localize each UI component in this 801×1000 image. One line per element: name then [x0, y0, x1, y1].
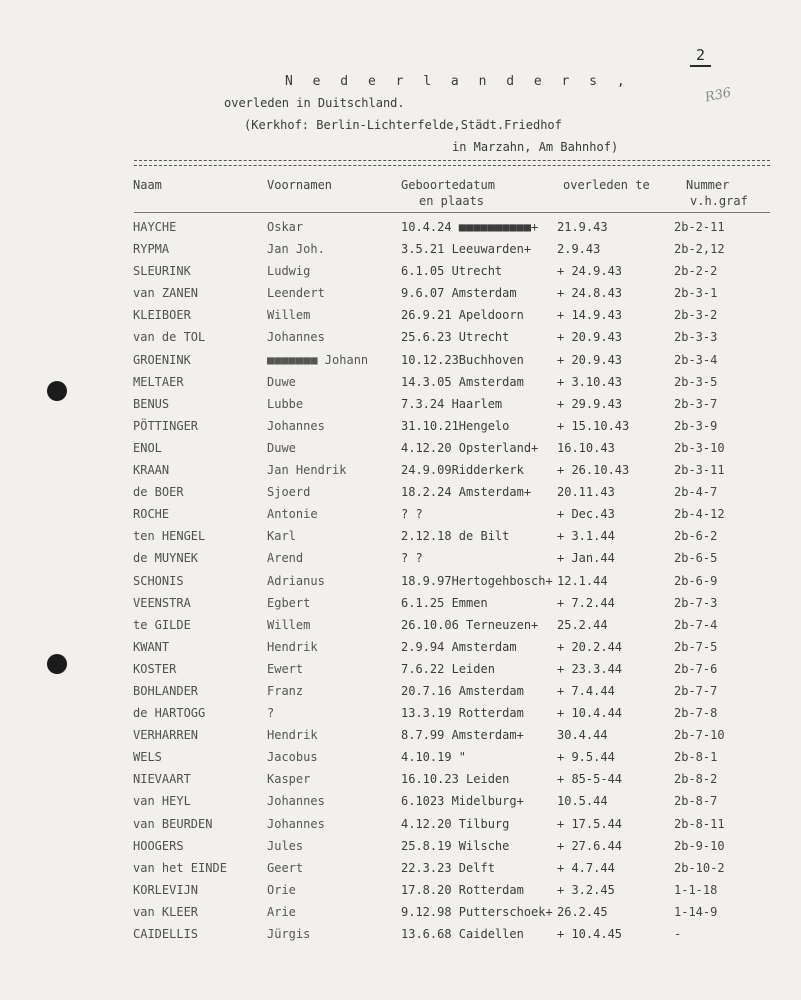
cell-naam: ROCHE — [133, 507, 170, 522]
double-rule-bottom — [134, 165, 770, 166]
cell-voornamen: Franz — [267, 683, 304, 698]
cell-naam: CAIDELLIS — [133, 927, 199, 941]
cell-naam: KOSTER — [133, 661, 177, 676]
cell-geboorte: 25.8.19 Wilsche — [401, 838, 510, 853]
cell-overleden: + 10.4.44 — [557, 706, 623, 721]
cell-overleden: + 15.10.43 — [557, 418, 630, 433]
cell-geboorte: 31.10.21Hengelo — [401, 418, 510, 433]
table-row — [0, 330, 801, 352]
table-row — [0, 618, 801, 640]
cell-overleden: + 3.2.45 — [557, 882, 615, 897]
cell-nummer: 2b-8-2 — [674, 772, 718, 787]
cell-nummer: 1-14-9 — [674, 904, 718, 919]
cell-nummer: 2b-3-4 — [674, 352, 718, 367]
cell-naam: te GILDE — [133, 617, 191, 632]
cell-voornamen: Geert — [267, 860, 304, 875]
cell-overleden: + 9.5.44 — [557, 750, 615, 765]
cell-overleden: + 20.2.44 — [557, 639, 623, 654]
cell-naam: SCHONIS — [133, 573, 184, 588]
cell-naam: MELTAER — [133, 374, 184, 389]
cell-geboorte: 2.12.18 de Bilt — [401, 529, 510, 544]
cell-overleden: + 23.3.44 — [557, 661, 623, 676]
cell-geboorte: 3.5.21 Leeuwarden+ — [401, 242, 532, 257]
cell-geboorte: 6.1.05 Utrecht — [401, 264, 503, 279]
cell-overleden: 21.9.43 — [557, 220, 608, 234]
cell-overleden: + 3.10.43 — [557, 374, 623, 389]
cell-naam: VEENSTRA — [133, 595, 191, 610]
cell-overleden: + 20.9.43 — [557, 330, 623, 345]
cell-geboorte: 2.9.94 Amsterdam — [401, 639, 517, 654]
cell-geboorte: 17.8.20 Rotterdam — [401, 882, 524, 897]
cell-voornamen: Ludwig — [267, 264, 311, 279]
cell-voornamen: Jürgis — [267, 927, 311, 941]
cell-geboorte: 9.6.07 Amsterdam — [401, 286, 517, 301]
cell-nummer: 2b-9-10 — [674, 838, 725, 853]
table-row — [0, 817, 801, 839]
cell-geboorte: 14.3.05 Amsterdam — [401, 374, 524, 389]
cell-naam: de BOER — [133, 485, 184, 500]
cell-naam: NIEVAART — [133, 772, 191, 787]
cell-voornamen: Lubbe — [267, 396, 304, 411]
cell-nummer: 2b-10-2 — [674, 860, 725, 875]
cell-voornamen: Duwe — [267, 440, 296, 455]
cell-geboorte: 18.2.24 Amsterdam+ — [401, 485, 532, 500]
cell-geboorte: 4.12.20 Opsterland+ — [401, 440, 539, 455]
page-number: 2 — [690, 46, 711, 67]
table-row — [0, 507, 801, 529]
table-row — [0, 596, 801, 618]
header-geboortedatum: Geboortedatum — [401, 178, 495, 192]
cell-voornamen: Adrianus — [267, 573, 325, 588]
cell-naam: BENUS — [133, 396, 170, 411]
cemetery-line-1: (Kerkhof: Berlin-Lichterfelde,Städt.Friedhof — [244, 118, 562, 132]
cell-voornamen: Ewert — [267, 661, 304, 676]
cell-overleden: 16.10.43 — [557, 440, 615, 455]
table-row — [0, 839, 801, 861]
cell-overleden: 12.1.44 — [557, 573, 608, 588]
table-row — [0, 794, 801, 816]
cell-voornamen: Johannes — [267, 330, 325, 345]
cell-voornamen: Arie — [267, 904, 296, 919]
table-row — [0, 419, 801, 441]
cell-overleden: + 20.9.43 — [557, 352, 623, 367]
cell-geboorte: 7.6.22 Leiden — [401, 661, 495, 676]
cell-naam: KLEIBOER — [133, 308, 191, 323]
cell-nummer: 2b-6-2 — [674, 529, 718, 544]
cell-nummer: 2b-3-2 — [674, 308, 718, 323]
cell-voornamen: Jules — [267, 838, 304, 853]
cell-overleden: + 24.9.43 — [557, 264, 623, 279]
cell-geboorte: ? ? — [401, 551, 423, 566]
table-row — [0, 883, 801, 905]
cell-nummer: 2b-7-10 — [674, 728, 725, 743]
cell-naam: GROENINK — [133, 352, 191, 367]
document-title: N e d e r l a n d e r s , — [285, 74, 631, 89]
table-row — [0, 861, 801, 883]
cell-naam: van KLEER — [133, 904, 199, 919]
cell-overleden: + Dec.43 — [557, 507, 615, 522]
punch-hole-bottom — [47, 654, 67, 674]
cell-overleden: + 27.6.44 — [557, 838, 623, 853]
cell-voornamen: Orie — [267, 882, 296, 897]
table-row — [0, 706, 801, 728]
cell-nummer: 2b-7-3 — [674, 595, 718, 610]
cell-naam: BOHLANDER — [133, 683, 199, 698]
cell-overleden: 26.2.45 — [557, 904, 608, 919]
cell-nummer: 2b-3-1 — [674, 286, 718, 301]
cell-nummer: 2b-8-1 — [674, 750, 718, 765]
cell-naam: KORLEVIJN — [133, 882, 199, 897]
cell-nummer: 2b-4-12 — [674, 507, 725, 522]
cell-overleden: 10.5.44 — [557, 794, 608, 809]
cell-voornamen: Jan Joh. — [267, 242, 325, 257]
cell-naam: KRAAN — [133, 463, 170, 478]
cell-voornamen: Willem — [267, 308, 311, 323]
cell-voornamen: Antonie — [267, 507, 318, 522]
cell-voornamen: Hendrik — [267, 728, 318, 743]
cell-nummer: 2b-4-7 — [674, 485, 718, 500]
cell-voornamen: Duwe — [267, 374, 296, 389]
cell-geboorte: 9.12.98 Putterschoek+ — [401, 904, 553, 919]
table-row — [0, 441, 801, 463]
cell-naam: RYPMA — [133, 242, 170, 257]
cell-voornamen: ? — [267, 706, 275, 721]
cell-geboorte: 20.7.16 Amsterdam — [401, 683, 524, 698]
cell-geboorte: 18.9.97Hertogehbosch+ — [401, 573, 553, 588]
cell-voornamen: Sjoerd — [267, 485, 311, 500]
cell-nummer: 1-1-18 — [674, 882, 718, 897]
cell-naam: KWANT — [133, 639, 170, 654]
punch-hole-top — [47, 381, 67, 401]
cell-voornamen: Johannes — [267, 794, 325, 809]
cell-overleden: + 17.5.44 — [557, 816, 623, 831]
cell-nummer: 2b-3-9 — [674, 418, 718, 433]
cell-naam: van BEURDEN — [133, 816, 213, 831]
header-naam: Naam — [133, 178, 162, 192]
table-row — [0, 905, 801, 927]
header-overleden: overleden te — [563, 178, 650, 192]
cell-naam: HAYCHE — [133, 220, 177, 234]
cell-voornamen: Leendert — [267, 286, 325, 301]
cell-overleden: + 7.2.44 — [557, 595, 615, 610]
cell-geboorte: 25.6.23 Utrecht — [401, 330, 510, 345]
cell-overleden: 25.2.44 — [557, 617, 608, 632]
cell-nummer: 2b-2-11 — [674, 220, 725, 234]
cell-voornamen: ■■■■■■■ Johann — [267, 352, 369, 367]
cell-geboorte: 26.10.06 Terneuzen+ — [401, 617, 539, 632]
table-row — [0, 308, 801, 330]
cell-geboorte: 24.9.09Ridderkerk — [401, 463, 524, 478]
cell-voornamen: Egbert — [267, 595, 311, 610]
header-underline — [134, 212, 770, 213]
records-table — [0, 220, 801, 949]
cell-overleden: + 7.4.44 — [557, 683, 615, 698]
table-row — [0, 375, 801, 397]
cell-nummer: 2b-7-5 — [674, 639, 718, 654]
cell-nummer: 2b-7-6 — [674, 661, 718, 676]
cell-voornamen: Kasper — [267, 772, 311, 787]
table-row — [0, 574, 801, 596]
header-vh-graf: v.h.graf — [690, 194, 748, 208]
cell-overleden: + 85-5-44 — [557, 772, 623, 787]
table-row — [0, 551, 801, 573]
table-row — [0, 220, 801, 242]
cell-overleden: 20.11.43 — [557, 485, 615, 500]
table-row — [0, 353, 801, 375]
cell-naam: PÖTTINGER — [133, 418, 199, 433]
cell-naam: de HARTOGG — [133, 706, 206, 721]
cell-nummer: 2b-3-3 — [674, 330, 718, 345]
table-row — [0, 684, 801, 706]
table-row — [0, 286, 801, 308]
cell-voornamen: Oskar — [267, 220, 304, 234]
document-subtitle: overleden in Duitschland. — [224, 96, 405, 110]
cell-geboorte: 13.3.19 Rotterdam — [401, 706, 524, 721]
cell-naam: van het EINDE — [133, 860, 227, 875]
table-row — [0, 927, 801, 949]
cell-naam: VERHARREN — [133, 728, 199, 743]
header-voornamen: Voornamen — [267, 178, 333, 192]
cell-overleden: + 4.7.44 — [557, 860, 615, 875]
cell-nummer: 2b-2-2 — [674, 264, 718, 279]
cell-voornamen: Jacobus — [267, 750, 318, 765]
cell-overleden: + 26.10.43 — [557, 463, 630, 478]
cell-geboorte: ? ? — [401, 507, 423, 522]
cell-nummer: 2b-3-11 — [674, 463, 725, 478]
cell-voornamen: Jan Hendrik — [267, 463, 347, 478]
table-row — [0, 662, 801, 684]
cell-nummer: 2b-6-9 — [674, 573, 718, 588]
cell-naam: van ZANEN — [133, 286, 199, 301]
cell-geboorte: 6.1023 Midelburg+ — [401, 794, 524, 809]
header-en-plaats: en plaats — [419, 194, 485, 208]
cell-voornamen: Karl — [267, 529, 296, 544]
cell-naam: HOOGERS — [133, 838, 184, 853]
table-row — [0, 463, 801, 485]
cell-geboorte: 10.12.23Buchhoven — [401, 352, 524, 367]
table-row — [0, 772, 801, 794]
table-row — [0, 529, 801, 551]
table-row — [0, 397, 801, 419]
cell-overleden: + 24.8.43 — [557, 286, 623, 301]
cell-geboorte: 6.1.25 Emmen — [401, 595, 488, 610]
cell-geboorte: 8.7.99 Amsterdam+ — [401, 728, 524, 743]
cell-nummer: 2b-3-10 — [674, 440, 725, 455]
cell-nummer: 2b-3-7 — [674, 396, 718, 411]
cell-geboorte: 7.3.24 Haarlem — [401, 396, 503, 411]
cell-geboorte: 22.3.23 Delft — [401, 860, 495, 875]
cell-naam: de MUYNEK — [133, 551, 199, 566]
cell-nummer: 2b-7-7 — [674, 683, 718, 698]
cell-overleden: 30.4.44 — [557, 728, 608, 743]
cell-naam: van de TOL — [133, 330, 206, 345]
cell-overleden: + Jan.44 — [557, 551, 615, 566]
cell-geboorte: 4.12.20 Tilburg — [401, 816, 510, 831]
cell-voornamen: Hendrik — [267, 639, 318, 654]
cell-naam: WELS — [133, 750, 162, 765]
cell-nummer: 2b-3-5 — [674, 374, 718, 389]
cell-geboorte: 10.4.24 ■■■■■■■■■■+ — [401, 220, 539, 234]
cell-overleden: + 3.1.44 — [557, 529, 615, 544]
cell-overleden: + 29.9.43 — [557, 396, 623, 411]
cell-overleden: 2.9.43 — [557, 242, 601, 257]
double-rule-top — [134, 160, 770, 161]
handwritten-annotation: R36 — [703, 85, 733, 106]
cell-voornamen: Johannes — [267, 816, 325, 831]
cemetery-line-2: in Marzahn, Am Bahnhof) — [452, 140, 619, 154]
table-row — [0, 485, 801, 507]
cell-nummer: 2b-6-5 — [674, 551, 718, 566]
cell-geboorte: 13.6.68 Caidellen — [401, 927, 524, 941]
cell-naam: ten HENGEL — [133, 529, 206, 544]
cell-naam: ENOL — [133, 440, 162, 455]
cell-nummer: 2b-8-11 — [674, 816, 725, 831]
table-row — [0, 750, 801, 772]
table-row — [0, 640, 801, 662]
cell-nummer: 2b-8-7 — [674, 794, 718, 809]
header-nummer: Nummer — [686, 178, 730, 192]
cell-naam: SLEURINK — [133, 264, 191, 279]
cell-geboorte: 4.10.19 " — [401, 750, 467, 765]
cell-voornamen: Arend — [267, 551, 304, 566]
cell-voornamen: Johannes — [267, 418, 325, 433]
cell-naam: van HEYL — [133, 794, 191, 809]
table-row — [0, 264, 801, 286]
cell-nummer: 2b-7-8 — [674, 706, 718, 721]
cell-geboorte: 26.9.21 Apeldoorn — [401, 308, 524, 323]
cell-overleden: + 14.9.43 — [557, 308, 623, 323]
cell-nummer: 2b-2,12 — [674, 242, 725, 257]
cell-geboorte: 16.10.23 Leiden — [401, 772, 510, 787]
cell-nummer: - — [674, 927, 682, 941]
cell-overleden: + 10.4.45 — [557, 927, 623, 941]
cell-voornamen: Willem — [267, 617, 311, 632]
table-row — [0, 242, 801, 264]
table-row — [0, 728, 801, 750]
cell-nummer: 2b-7-4 — [674, 617, 718, 632]
